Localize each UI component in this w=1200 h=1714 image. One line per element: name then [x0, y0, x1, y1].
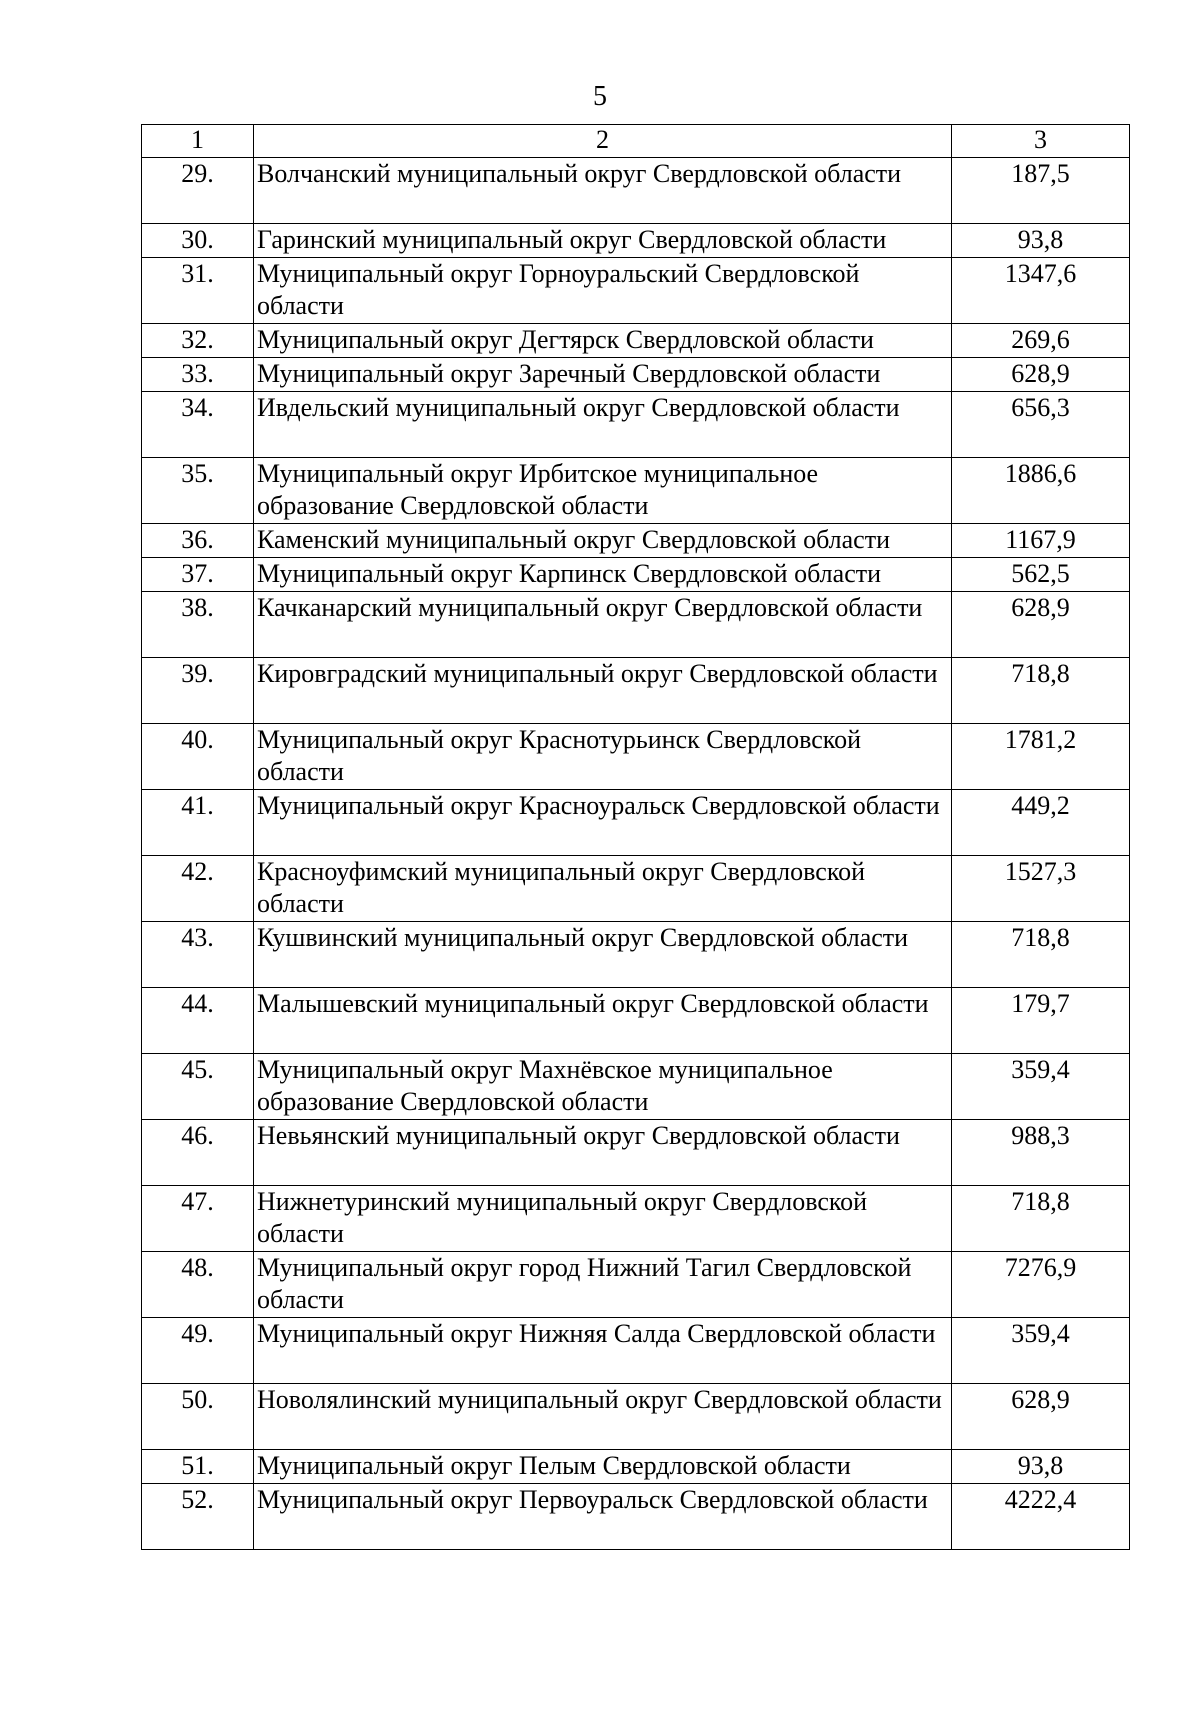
municipality-name: Волчанский муниципальный округ Свердловской области: [254, 158, 952, 224]
allocation-value: 1347,6: [952, 258, 1130, 324]
table-row: [142, 1450, 1130, 1484]
table-body: [142, 125, 1130, 1550]
allocation-value: 1527,3: [952, 856, 1130, 922]
municipality-name: Гаринский муниципальный округ Свердловской области: [254, 224, 952, 258]
municipality-name: Кировградский муниципальный округ Свердловской области: [254, 658, 952, 724]
municipality-name: Муниципальный округ Красноуральск Свердловской области: [254, 790, 952, 856]
municipality-name: Муниципальный округ Первоуральск Свердловской области: [254, 1484, 952, 1550]
municipality-name: Каменский муниципальный округ Свердловской области: [254, 524, 952, 558]
allocation-value: 7276,9: [952, 1252, 1130, 1318]
allocation-value: 187,5: [952, 158, 1130, 224]
allocation-value: 628,9: [952, 358, 1130, 392]
allocation-value: 562,5: [952, 558, 1130, 592]
table-row: [142, 358, 1130, 392]
allocation-value: 988,3: [952, 1120, 1130, 1186]
municipality-name: Качканарский муниципальный округ Свердловской области: [254, 592, 952, 658]
row-number: 36.: [142, 524, 254, 558]
allocation-value: 656,3: [952, 392, 1130, 458]
allocation-value: 179,7: [952, 988, 1130, 1054]
row-number: 44.: [142, 988, 254, 1054]
table-row: [142, 1252, 1130, 1318]
table-row: [142, 1054, 1130, 1120]
table-row: [142, 1120, 1130, 1186]
row-number: 41.: [142, 790, 254, 856]
allocation-value: 359,4: [952, 1318, 1130, 1384]
allocation-value: 1781,2: [952, 724, 1130, 790]
allocation-value: 93,8: [952, 1450, 1130, 1484]
table-row: [142, 724, 1130, 790]
row-number: 49.: [142, 1318, 254, 1384]
row-number: 46.: [142, 1120, 254, 1186]
table-row: [142, 592, 1130, 658]
column-header-name: 2: [254, 125, 952, 158]
table-row: [142, 988, 1130, 1054]
allocation-value: 628,9: [952, 592, 1130, 658]
row-number: 45.: [142, 1054, 254, 1120]
municipality-name: Муниципальный округ город Нижний Тагил Свердловской области: [254, 1252, 952, 1318]
table-row: [142, 922, 1130, 988]
row-number: 30.: [142, 224, 254, 258]
row-number: 34.: [142, 392, 254, 458]
table-row: [142, 224, 1130, 258]
table-row: [142, 324, 1130, 358]
municipality-name: Муниципальный округ Ирбитское муниципальное образование Свердловской области: [254, 458, 952, 524]
row-number: 43.: [142, 922, 254, 988]
table-row: [142, 524, 1130, 558]
table-row: [142, 1384, 1130, 1450]
table-row: [142, 558, 1130, 592]
row-number: 39.: [142, 658, 254, 724]
municipality-name: Муниципальный округ Карпинск Свердловской области: [254, 558, 952, 592]
row-number: 38.: [142, 592, 254, 658]
row-number: 47.: [142, 1186, 254, 1252]
row-number: 48.: [142, 1252, 254, 1318]
row-number: 35.: [142, 458, 254, 524]
allocation-value: 628,9: [952, 1384, 1130, 1450]
row-number: 37.: [142, 558, 254, 592]
municipality-name: Муниципальный округ Краснотурьинск Свердловской области: [254, 724, 952, 790]
municipality-name: Кушвинский муниципальный округ Свердловской области: [254, 922, 952, 988]
municipality-name: Малышевский муниципальный округ Свердловской области: [254, 988, 952, 1054]
table-header-row: [142, 125, 1130, 158]
row-number: 51.: [142, 1450, 254, 1484]
allocation-value: 718,8: [952, 922, 1130, 988]
row-number: 52.: [142, 1484, 254, 1550]
row-number: 50.: [142, 1384, 254, 1450]
row-number: 42.: [142, 856, 254, 922]
allocation-value: 1167,9: [952, 524, 1130, 558]
table-row: [142, 1186, 1130, 1252]
allocation-value: 1886,6: [952, 458, 1130, 524]
column-header-number: 1: [142, 125, 254, 158]
table-row: [142, 392, 1130, 458]
table-row: [142, 790, 1130, 856]
municipality-name: Новолялинский муниципальный округ Свердловской области: [254, 1384, 952, 1450]
municipality-name: Муниципальный округ Горноуральский Свердловской области: [254, 258, 952, 324]
row-number: 33.: [142, 358, 254, 392]
allocation-table: [141, 124, 1130, 1550]
table-row: [142, 1484, 1130, 1550]
municipality-name: Муниципальный округ Пелым Свердловской области: [254, 1450, 952, 1484]
municipality-name: Ивдельский муниципальный округ Свердловской области: [254, 392, 952, 458]
allocation-value: 4222,4: [952, 1484, 1130, 1550]
allocation-value: 449,2: [952, 790, 1130, 856]
allocation-value: 718,8: [952, 1186, 1130, 1252]
table-row: [142, 158, 1130, 224]
municipality-name: Красноуфимский муниципальный округ Свердловской области: [254, 856, 952, 922]
row-number: 29.: [142, 158, 254, 224]
row-number: 40.: [142, 724, 254, 790]
table-row: [142, 658, 1130, 724]
municipality-name: Муниципальный округ Заречный Свердловской области: [254, 358, 952, 392]
table-row: [142, 458, 1130, 524]
column-header-value: 3: [952, 125, 1130, 158]
table-row: [142, 1318, 1130, 1384]
allocation-value: 359,4: [952, 1054, 1130, 1120]
municipality-name: Нижнетуринский муниципальный округ Свердловской области: [254, 1186, 952, 1252]
table-row: [142, 258, 1130, 324]
municipality-name: Невьянский муниципальный округ Свердловской области: [254, 1120, 952, 1186]
municipality-name: Муниципальный округ Дегтярск Свердловской области: [254, 324, 952, 358]
row-number: 31.: [142, 258, 254, 324]
allocation-value: 93,8: [952, 224, 1130, 258]
municipality-name: Муниципальный округ Махнёвское муниципальное образование Свердловской области: [254, 1054, 952, 1120]
municipality-name: Муниципальный округ Нижняя Салда Свердловской области: [254, 1318, 952, 1384]
allocation-value: 718,8: [952, 658, 1130, 724]
page-number: 5: [593, 81, 607, 112]
table-row: [142, 856, 1130, 922]
row-number: 32.: [142, 324, 254, 358]
allocation-value: 269,6: [952, 324, 1130, 358]
